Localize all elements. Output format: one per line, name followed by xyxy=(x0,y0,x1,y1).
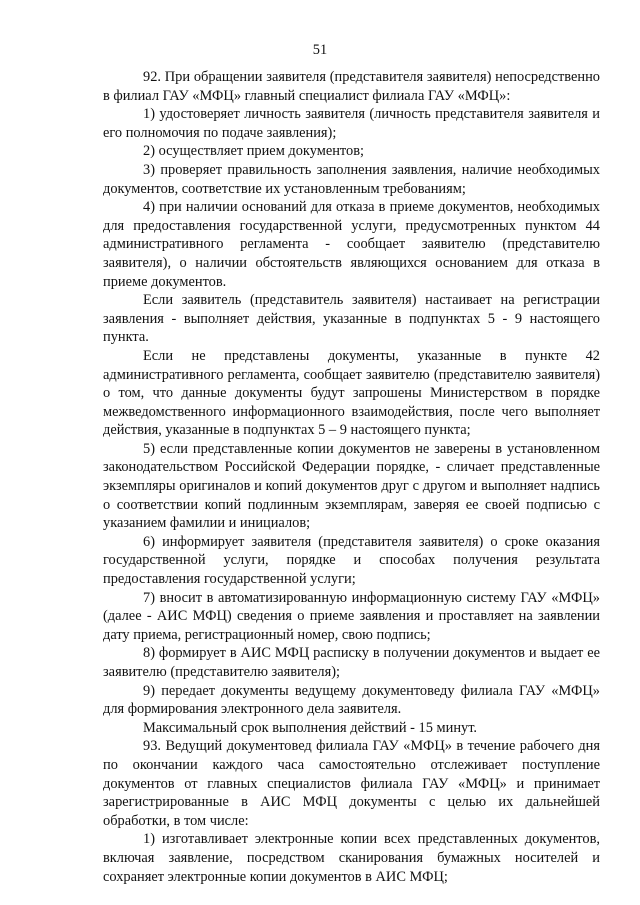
list-item-9: 9) передает документы ведущему документоведу филиала ГАУ «МФЦ» для формирования электронного дела заявителя. xyxy=(103,682,600,718)
paragraph-missing-documents: Если не представлены документы, указанные в пункте 42 административного регламента, сообщает заявителю (представителю заявителя) о том, что данные документы будут запрошены Министерством в порядке межведомственного информационного взаимодействия, после чего выполняет действия, указанные в подпунктах 5 – 9 настоящего пункта; xyxy=(103,347,600,439)
list-item-93-1: 1) изготавливает электронные копии всех представленных документов, включая заявление, посредством сканирования бумажных носителей и сохраняет электронные копии документов в АИС МФЦ; xyxy=(103,831,600,885)
paragraph-93-intro: 93. Ведущий документовед филиала ГАУ «МФЦ» в течение рабочего дня по окончании каждого часа самостоятельно отслеживает поступление документов от главных специалистов филиала ГАУ «МФЦ» и принимает зарегистрированные в АИС МФЦ документы с целью их дальнейшей обработки, в том числе: xyxy=(103,738,600,829)
paragraph-registration-insist: Если заявитель (представитель заявителя) настаивает на регистрации заявления - выполняет действия, указанные в подпунктах 5 - 9 настоящего пункта. xyxy=(103,292,600,346)
list-item-4: 4) при наличии оснований для отказа в приеме документов, необходимых для предоставления государственной услуги, предусмотренных пунктом 44 административного регламента - сообщает заявителю (представителю заявителя), о наличии обстоятельств являющихся основанием для отказа в приеме документов. xyxy=(103,199,600,290)
list-item-6: 6) информирует заявителя (представителя заявителя) о сроке оказания государственной услуги, порядке и способах получения результата предоставления государственной услуги; xyxy=(103,533,600,588)
page-number: 51 xyxy=(312,42,328,58)
paragraph-max-duration: Максимальный срок выполнения действий - 15 минут. xyxy=(143,719,478,736)
list-item-1: 1) удостоверяет личность заявителя (личность представителя заявителя и его полномочия по подаче заявления); xyxy=(103,106,600,141)
list-item-8: 8) формирует в АИС МФЦ расписку в получении документов и выдает ее заявителю (представителю заявителя); xyxy=(103,645,600,680)
list-item-5: 5) если представленные копии документов не заверены в установленном законодательством Российской Федерации порядке, - сличает представленные экземпляры оригиналов и копий документов друг с другом и выполняет надпись о соответствии копий подлинным экземплярам, заверяя ее своей подписью с указанием фамилии и инициалов; xyxy=(103,440,600,532)
paragraph-92-intro: 92. При обращении заявителя (представителя заявителя) непосредственно в филиал ГАУ «МФЦ» главный специалист филиала ГАУ «МФЦ»: xyxy=(103,69,600,104)
page-body xyxy=(103,68,600,886)
list-item-3: 3) проверяет правильность заполнения заявления, наличие необходимых документов, соответствие их установленным требованиям; xyxy=(103,161,600,197)
list-item-7: 7) вносит в автоматизированную информационную систему ГАУ «МФЦ» (далее - АИС МФЦ) сведения о приеме заявления и проставляет на заявлении дату приема, регистрационный номер, свою подпись; xyxy=(103,589,600,643)
list-item-2: 2) осуществляет прием документов; xyxy=(143,143,364,160)
